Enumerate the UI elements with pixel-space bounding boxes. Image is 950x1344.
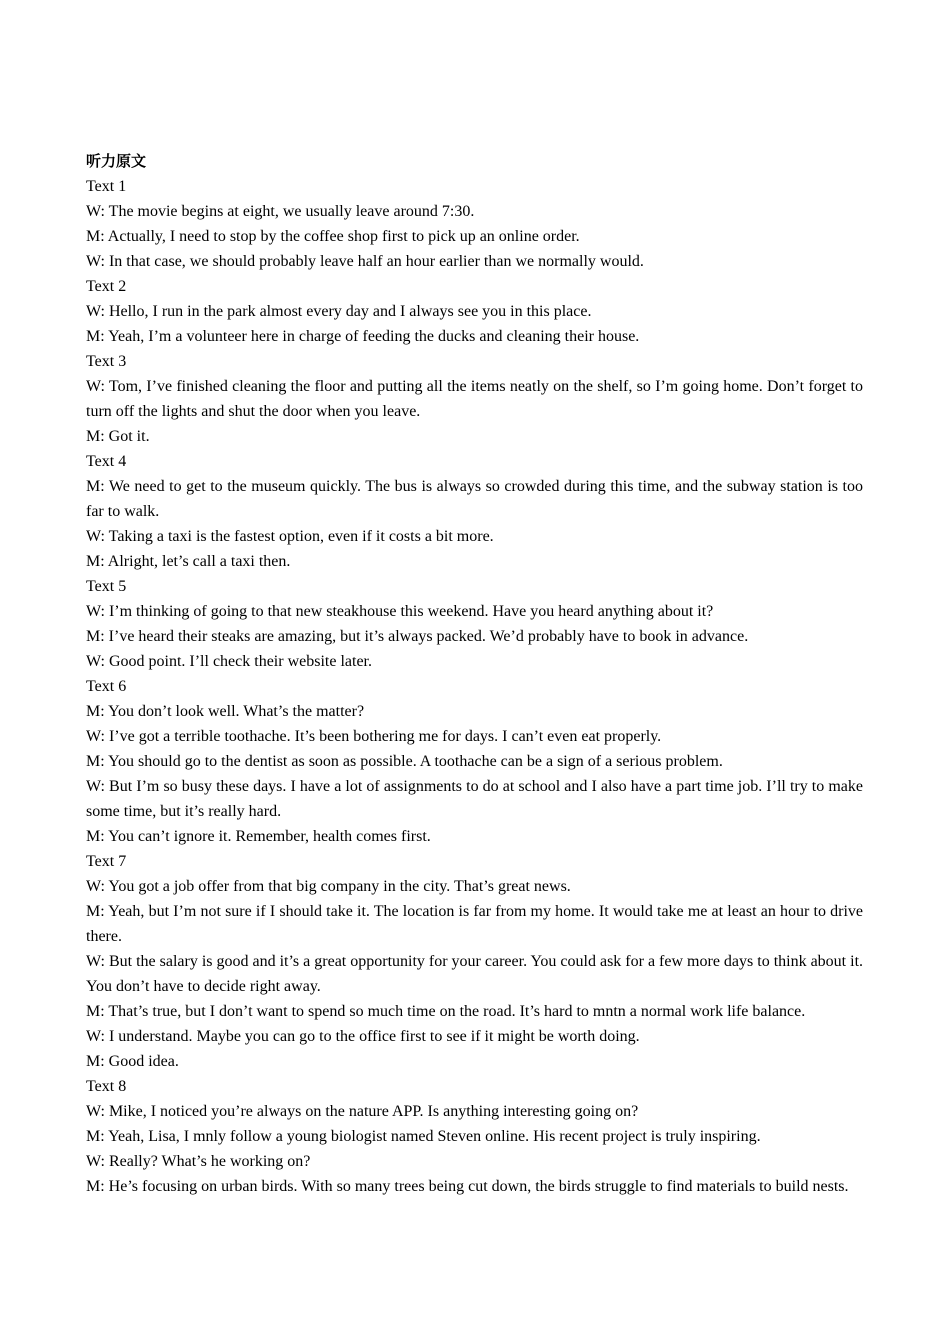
dialogue-line: W: But the salary is good and it’s a great opportunity for your career. You could ask for a few more days to think about it. You don’t have to decide right away. (86, 953, 864, 995)
dialogue-line: M: He’s focusing on urban birds. With so many trees being cut down, the birds struggle to find materials to build nests. (86, 1178, 849, 1195)
section-label: Text 1 (86, 178, 127, 195)
dialogue-line: W: I’ve got a terrible toothache. It’s been bothering me for days. I can’t even eat properly. (86, 728, 662, 745)
dialogue-line: M: Yeah, I’m a volunteer here in charge of feeding the ducks and cleaning their house. (86, 328, 640, 345)
section-label: Text 4 (86, 453, 127, 470)
section-text-6 (86, 674, 863, 849)
dialogue-line: M: You can’t ignore it. Remember, health comes first. (86, 828, 431, 845)
dialogue-line: M: We need to get to the museum quickly. The bus is always so crowded during this time, and the subway station is too far to walk. (86, 478, 863, 520)
section-text-2 (86, 274, 863, 349)
dialogue-line: W: Really? What’s he working on? (86, 1153, 311, 1170)
section-label: Text 5 (86, 578, 127, 595)
dialogue-line: W: But I’m so busy these days. I have a lot of assignments to do at school and I also have a part time job. I’ll try to make some time, but it’s really hard. (86, 778, 863, 820)
dialogue-line: M: Good idea. (86, 1053, 179, 1070)
transcript-page (86, 149, 863, 1199)
dialogue-line: M: Alright, let’s call a taxi then. (86, 553, 291, 570)
section-label: Text 3 (86, 353, 127, 370)
dialogue-line: M: I’ve heard their steaks are amazing, but it’s always packed. We’d probably have to book in advance. (86, 628, 749, 645)
dialogue-line: W: The movie begins at eight, we usually leave around 7:30. (86, 203, 475, 220)
transcript-heading: 听力原文 (86, 152, 147, 170)
section-text-4 (86, 449, 863, 574)
dialogue-line: M: Yeah, Lisa, I mnly follow a young biologist named Steven online. His recent project is truly inspiring. (86, 1128, 761, 1145)
section-text-5 (86, 574, 863, 674)
dialogue-line: W: Mike, I noticed you’re always on the nature APP. Is anything interesting going on? (86, 1103, 639, 1120)
dialogue-line: W: In that case, we should probably leave half an hour earlier than we normally would. (86, 253, 644, 270)
section-text-7 (86, 849, 863, 1074)
dialogue-line: M: That’s true, but I don’t want to spend so much time on the road. It’s hard to mntn a normal work life balance. (86, 1003, 806, 1020)
dialogue-line: W: I’m thinking of going to that new steakhouse this weekend. Have you heard anything about it? (86, 603, 714, 620)
dialogue-line: M: You should go to the dentist as soon as possible. A toothache can be a sign of a serious problem. (86, 753, 723, 770)
dialogue-line: M: Yeah, but I’m not sure if I should take it. The location is far from my home. It would take me at least an hour to drive there. (86, 903, 863, 945)
dialogue-line: W: Taking a taxi is the fastest option, even if it costs a bit more. (86, 528, 494, 545)
section-text-8 (86, 1074, 863, 1199)
section-text-1 (86, 174, 863, 274)
section-label: Text 6 (86, 678, 127, 695)
section-text-3 (86, 349, 863, 449)
section-label: Text 2 (86, 278, 127, 295)
section-label: Text 8 (86, 1078, 127, 1095)
section-label: Text 7 (86, 853, 127, 870)
dialogue-line: W: I understand. Maybe you can go to the office first to see if it might be worth doing. (86, 1028, 640, 1045)
dialogue-line: M: Got it. (86, 428, 150, 445)
dialogue-line: W: Good point. I’ll check their website later. (86, 653, 372, 670)
dialogue-line: W: Hello, I run in the park almost every day and I always see you in this place. (86, 303, 592, 320)
dialogue-line: W: You got a job offer from that big company in the city. That’s great news. (86, 878, 571, 895)
dialogue-line: W: Tom, I’ve finished cleaning the floor and putting all the items neatly on the shelf, so I’m going home. Don’t forget to turn off the lights and shut the door when you leave. (86, 378, 863, 420)
dialogue-line: M: You don’t look well. What’s the matter? (86, 703, 365, 720)
dialogue-line: M: Actually, I need to stop by the coffee shop first to pick up an online order. (86, 228, 580, 245)
